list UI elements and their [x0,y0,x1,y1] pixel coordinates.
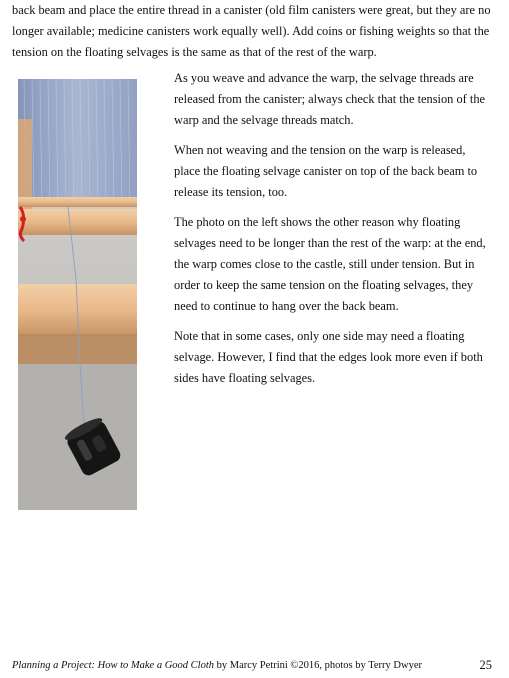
paragraph-canister-release: As you weave and advance the warp, the selvage threads are released from the canister; always check that the tension of the warp and the selvage threads match. [174,71,486,127]
paragraph-one-side-note: Note that in some cases, only one side may need a floating selvage. However, I find that the edges look more even if both sides have floating selvages. [174,329,483,385]
paragraph-photo-explanation: The photo on the left shows the other reason why floating selvages need to be longer than the rest of the warp: at the end, the warp comes close to the castle, still under tension. But in order to keep the same tension on the floating selvages, they need to continue to hang over the back beam. [174,215,486,313]
loom-photo-illustration [18,79,137,510]
page-number: 25 [479,658,492,672]
page-footer [12,659,498,673]
footer-credit: by Marcy Petrini ©2016, photos by Terry Dwyer [214,660,422,671]
text-column [174,68,494,398]
intro-paragraph: back beam and place the entire thread in a canister (old film canisters were great, but they are no longer available; medicine canisters work equally well). Add coins or fishing weights so that the tension on the floating selvages is the same as that of the rest of the warp. [12,3,491,59]
loom-photo [18,79,137,510]
paragraph-not-weaving: When not weaving and the tension on the warp is released, place the floating selvage canister on top of the back beam to release its tension, too. [174,143,478,199]
footer-book-title: Planning a Project: How to Make a Good Cloth [12,660,215,671]
